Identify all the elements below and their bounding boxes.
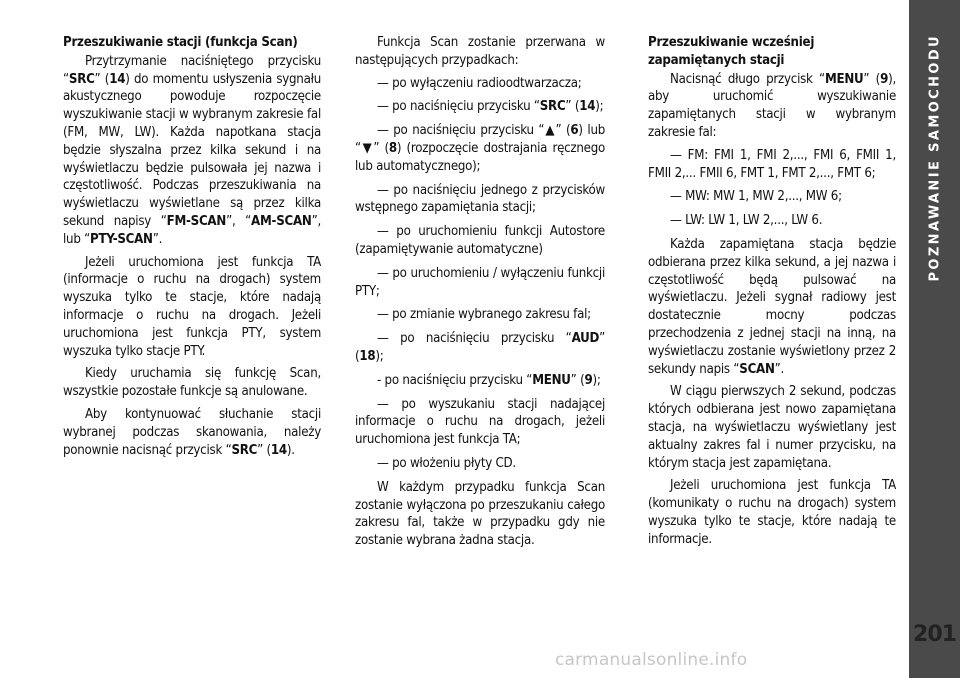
- section-heading-stored-scan: Przeszukiwanie wcześniej zapamiętanych stacji: [648, 35, 815, 68]
- text-column-3: [648, 34, 896, 554]
- paragraph: Każda zapamiętana stacja będzie odbierana przez kilka sekund, a jej nazwa i częstotliwość będą pulsować na wyświetlaczu. Jeżeli sygnał radiowy jest dostatecznie mocny podczas przechodzenia z jednej stacji na inną, na wyświetlaczu zostanie wyświetlony przez 2 sekundy napis “SCAN”.: [648, 236, 896, 377]
- arrow-up-icon: ▲: [544, 123, 556, 139]
- list-item: — po naciśnięciu przycisku “▲” (6) lub “▼” (8) (rozpoczęcie dostrajania ręcznego lub automatycznego);: [355, 123, 606, 174]
- paragraph: W ciągu pierwszych 2 sekund, podczas których odbierana jest nowo zapamiętana stacja, na wyświetlaczu wyświetlany jest aktualny zakres fal i numer przycisku, na którym stacja jest zapamiętana.: [648, 384, 896, 471]
- page-number: 201: [913, 622, 956, 647]
- list-item: — po wyłączeniu radioodtwarzacza;: [377, 75, 582, 91]
- list-item: — po wyszukaniu stacji nadającej informacje o ruchu na drogach, jeżeli uruchomiona jest funkcja TA;: [355, 396, 605, 448]
- list-item: — po naciśnięciu przycisku “SRC” (14);: [377, 99, 604, 115]
- paragraph: Nacisnąć długo przycisk “MENU” (9), aby uruchomić wyszukiwanie zapamiętanych stacji w wybranym zakresie fal:: [648, 71, 896, 140]
- paragraph: Funkcja Scan zostanie przerwana w następujących przypadkach:: [355, 35, 605, 68]
- paragraph: Aby kontynuować słuchanie stacji wybranej podczas skanowania, należy ponownie nacisnąć przycisk “SRC” (14).: [63, 406, 321, 458]
- paragraph: Jeżeli uruchomiona jest funkcja TA (informacje o ruchu na drogach) system wyszuka tylko te stacje, które nadają informacje o ruchu na drogach. Jeżeli uruchomiona jest funkcja PTY, system wyszuka tylko stacje PTY.: [63, 254, 321, 359]
- list-item-lw: — LW: LW 1, LW 2,..., LW 6.: [670, 213, 823, 229]
- text-column-2: [355, 34, 605, 555]
- arrow-down-icon: ▼: [360, 140, 374, 156]
- chapter-sidebar: [909, 0, 960, 678]
- list-item: — po uruchomieniu / wyłączeniu funkcji PTY;: [355, 265, 605, 299]
- watermark: carmanualsonline.info: [555, 650, 748, 670]
- list-item: — po zmianie wybranego zakresu fal;: [377, 307, 591, 323]
- list-item: — po uruchomieniu funkcji Autostore (zapamiętywanie automatyczne): [355, 224, 605, 257]
- chapter-title: POZNAWANIE SAMOCHODU: [927, 34, 942, 282]
- text-column-1: [63, 34, 321, 464]
- list-item: — po włożeniu płyty CD.: [377, 455, 516, 471]
- list-item: — po naciśnięciu przycisku “AUD” (18);: [355, 331, 605, 364]
- paragraph: Przytrzymanie naciśniętego przycisku “SRC” (14) do momentu usłyszenia sygnału akustycznego powoduje rozpoczęcie wyszukiwanie stacji w wybranym zakresie fal (FM, MW, LW). Każda napotkana stacja będzie słyszalna przez kilka sekund i na wyświetlaczu będzie pulsowała jej nazwa i częstotliwość. Podczas przeszukiwania na wyświetlaczu wyświetlane są przez kilka sekund napisy “FM-SCAN”, “AM-SCAN”, lub “PTY-SCAN”.: [63, 53, 321, 247]
- paragraph: Jeżeli uruchomiona jest funkcja TA (komunikaty o ruchu na drogach) system wyszuka tylko te stacje, które nadają te informacje.: [648, 478, 896, 547]
- paragraph: Kiedy uruchamia się funkcję Scan, wszystkie pozostałe funkcje są anulowane.: [63, 366, 321, 400]
- list-item: - po naciśnięciu przycisku “MENU” (9);: [377, 372, 601, 388]
- list-item-fm: — FM: FMI 1, FMI 2,..., FMI 6, FMII 1, FMII 2,... FMII 6, FMT 1, FMT 2,..., FMT 6;: [648, 147, 896, 181]
- list-item: — po naciśnięciu jednego z przycisków wstępnego zapamiętania stacji;: [355, 182, 605, 216]
- list-item-mw: — MW: MW 1, MW 2,..., MW 6;: [670, 189, 842, 205]
- section-heading-scan: Przeszukiwanie stacji (funkcja Scan): [63, 35, 298, 50]
- paragraph: W każdym przypadku funkcja Scan zostanie wyłączona po przeszukaniu całego zakresu fal, także w przypadku gdy nie zostanie wybrana żadna stacja.: [355, 479, 605, 549]
